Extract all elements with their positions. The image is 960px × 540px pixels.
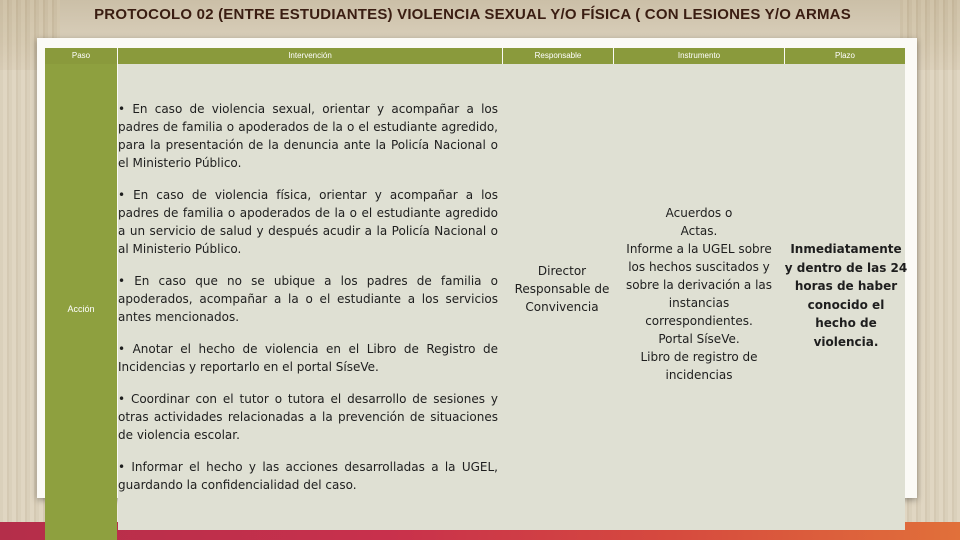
intervencion-item: • Coordinar con el tutor o tutora el desarrollo de sesiones y otras actividades relacionadas a la prevención de situaciones de violencia escolar.	[118, 392, 498, 442]
paso-cell: Acción	[67, 304, 95, 314]
instrumento-line: Libro de registro de	[640, 350, 758, 364]
instrumento-line: Informe a la UGEL sobre	[626, 242, 772, 256]
bottom-accent-bar	[0, 522, 960, 540]
plazo-cell	[784, 240, 908, 351]
responsable-line: Responsable de	[514, 282, 610, 296]
header-responsable: Responsable	[503, 48, 613, 64]
instrumento-line: Acuerdos o	[665, 206, 733, 220]
plazo-line: horas de haber	[794, 279, 898, 293]
paso-column	[45, 64, 117, 522]
instrumento-line: Portal SíseVe.	[658, 332, 740, 346]
intervencion-list	[118, 100, 498, 508]
bottom-paso-strip	[45, 522, 117, 540]
instrumento-cell	[614, 204, 784, 384]
plazo-line: hecho de	[815, 316, 877, 330]
plazo-line: y dentro de las 24	[784, 260, 908, 275]
header-plazo: Plazo	[785, 48, 905, 64]
header-intervencion: Intervención	[118, 48, 502, 64]
plazo-line: Inmediatamente	[790, 242, 902, 256]
intervencion-item: • En caso de violencia física, orientar y acompañar a los padres de familia o apoderados de la o el estudiante agredido a un servicio de salud y después acudir a la Policía Nacional o al Ministerio Público.	[118, 188, 498, 256]
bottom-body-strip	[118, 522, 905, 530]
protocol-table	[45, 48, 908, 522]
instrumento-line: sobre la derivación a las	[625, 278, 773, 292]
header-instrumento: Instrumento	[614, 48, 784, 64]
slide-title: PROTOCOLO 02 (ENTRE ESTUDIANTES) VIOLENCIA SEXUAL Y/O FÍSICA ( CON LESIONES Y/O ARMAS	[94, 6, 851, 23]
instrumento-line: correspondientes.	[645, 314, 753, 328]
plazo-line: violencia.	[813, 334, 879, 349]
instrumento-line: incidencias	[665, 368, 733, 382]
instrumento-line: Actas.	[680, 224, 718, 238]
header-paso: Paso	[45, 48, 117, 64]
plazo-line: conocido el	[807, 297, 885, 312]
intervencion-item: • En caso que no se ubique a los padres de familia o apoderados, acompañar a la o el estudiante a los servicios antes mencionados.	[118, 274, 498, 324]
intervencion-item: • Anotar el hecho de violencia en el Libro de Registro de Incidencias y reportarlo en el portal SíseVe.	[118, 342, 498, 374]
intervencion-item: • Informar el hecho y las acciones desarrolladas a la UGEL, guardando la confidencialidad del caso.	[118, 460, 498, 492]
instrumento-line: instancias	[668, 296, 730, 310]
responsable-line: Convivencia	[525, 300, 599, 314]
instrumento-line: los hechos suscitados y	[628, 260, 770, 274]
intervencion-item: • En caso de violencia sexual, orientar y acompañar a los padres de familia o apoderados de la o el estudiante agredido, para la presentación de la denuncia ante la Policía Nacional o el Ministerio Público.	[118, 102, 498, 170]
responsable-line: Director	[537, 264, 587, 278]
responsable-cell	[503, 262, 621, 316]
